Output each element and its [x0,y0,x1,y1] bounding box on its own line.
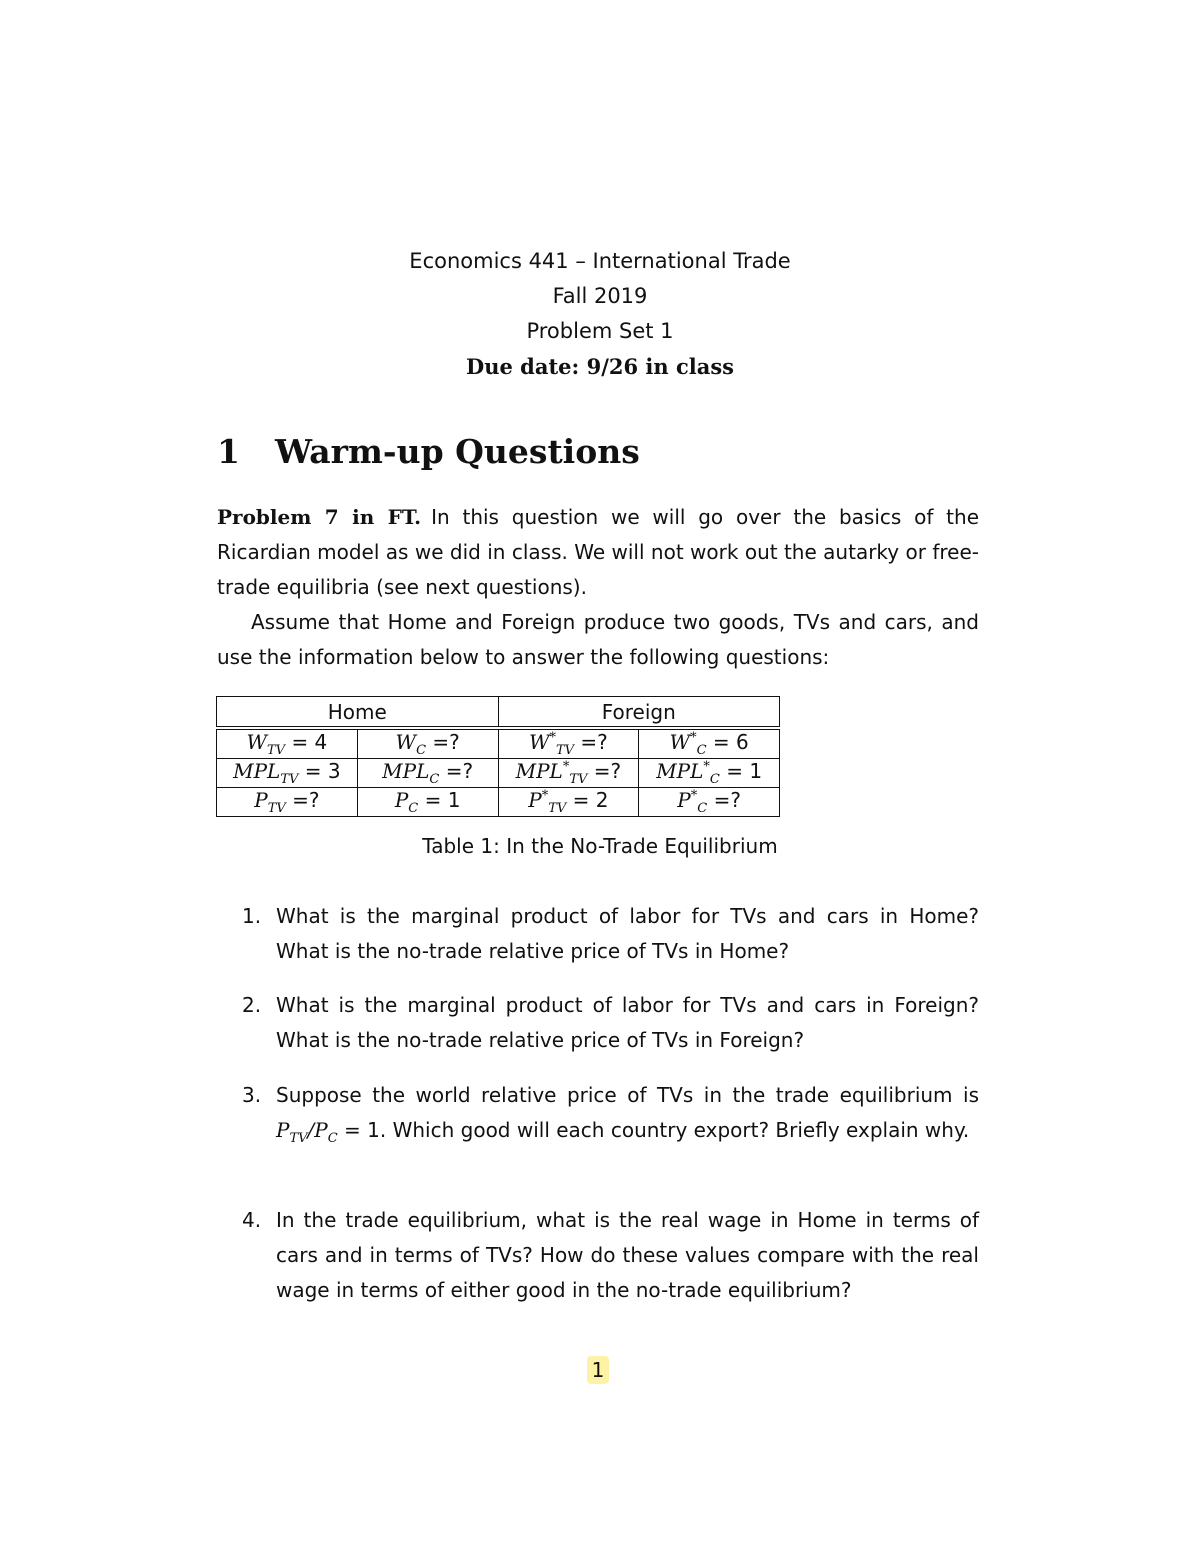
table-cell: $P_{TV}$ =? [217,788,358,817]
section-heading [217,432,640,471]
table-header [216,696,780,727]
question-text: In the trade equilibrium, what is the real wage in Home in terms of cars and in terms of TVs? How do these values compare with the real wage in terms of either good in the no-trade equilibrium? [276,1208,979,1302]
question-number: 2. [242,993,262,1017]
intro-text: In this question we will go over the basics of the Ricardian model as we did in class. We will not work out the autarky or free-trade equilibria (see next questions). [217,505,979,599]
price-ratio-formula: $P_{TV}/P_C$ [276,1118,338,1146]
table-caption: Table 1: In the No-Trade Equilibrium [422,834,778,858]
table-cell: $MPL_C$ =? [357,759,498,788]
list-item [242,988,979,1058]
data-table [216,729,780,817]
list-item [242,1078,979,1156]
list-item [242,899,979,969]
intro-paragraph [217,500,979,605]
table-cell: $W_C$ =? [357,730,498,759]
course-title: Economics 441 – International Trade [409,249,791,273]
question-text: Suppose the world relative price of TVs in the trade equilibrium is [276,1083,979,1107]
table-cell: $MPL_{TV} = 3$ [217,759,358,788]
list-item [242,1203,979,1308]
page-number[interactable]: 1 [587,1356,609,1384]
table-cell: $W^*_C = 6$ [639,730,780,759]
header-foreign: Foreign [498,697,780,727]
table-cell: $P^*_{TV} = 2$ [498,788,639,817]
section-number: 1 [217,432,240,471]
table-cell: $P^*_C$ =? [639,788,780,817]
table-row [217,730,780,759]
question-text-cont: = 1. Which good will each country export? Briefly explain why. [344,1118,970,1142]
question-number: 1. [242,904,262,928]
assumption-paragraph: Assume that Home and Foreign produce two goods, TVs and cars, and use the information below to answer the following questions: [217,610,979,669]
question-number: 4. [242,1208,262,1232]
problem-lead: Problem 7 in FT. [217,505,422,529]
table-row [217,788,780,817]
due-date: Due date: 9/26 in class [466,354,734,379]
table-cell: $MPL^*_{TV}$ =? [498,759,639,788]
table-cell: $W_{TV} = 4$ [217,730,358,759]
problem-set-title: Problem Set 1 [526,319,674,343]
table-cell: $MPL^*_C = 1$ [639,759,780,788]
question-number: 3. [242,1083,262,1107]
question-text: What is the marginal product of labor for TVs and cars in Home? What is the no-trade relative price of TVs in Home? [276,904,979,963]
term: Fall 2019 [552,284,648,308]
question-text: What is the marginal product of labor for TVs and cars in Foreign? What is the no-trade relative price of TVs in Foreign? [276,993,979,1052]
section-title: Warm-up Questions [275,432,640,471]
table-row [217,759,780,788]
table-cell: $W^*_{TV}$ =? [498,730,639,759]
header-home: Home [217,697,499,727]
table-cell: $P_C = 1$ [357,788,498,817]
